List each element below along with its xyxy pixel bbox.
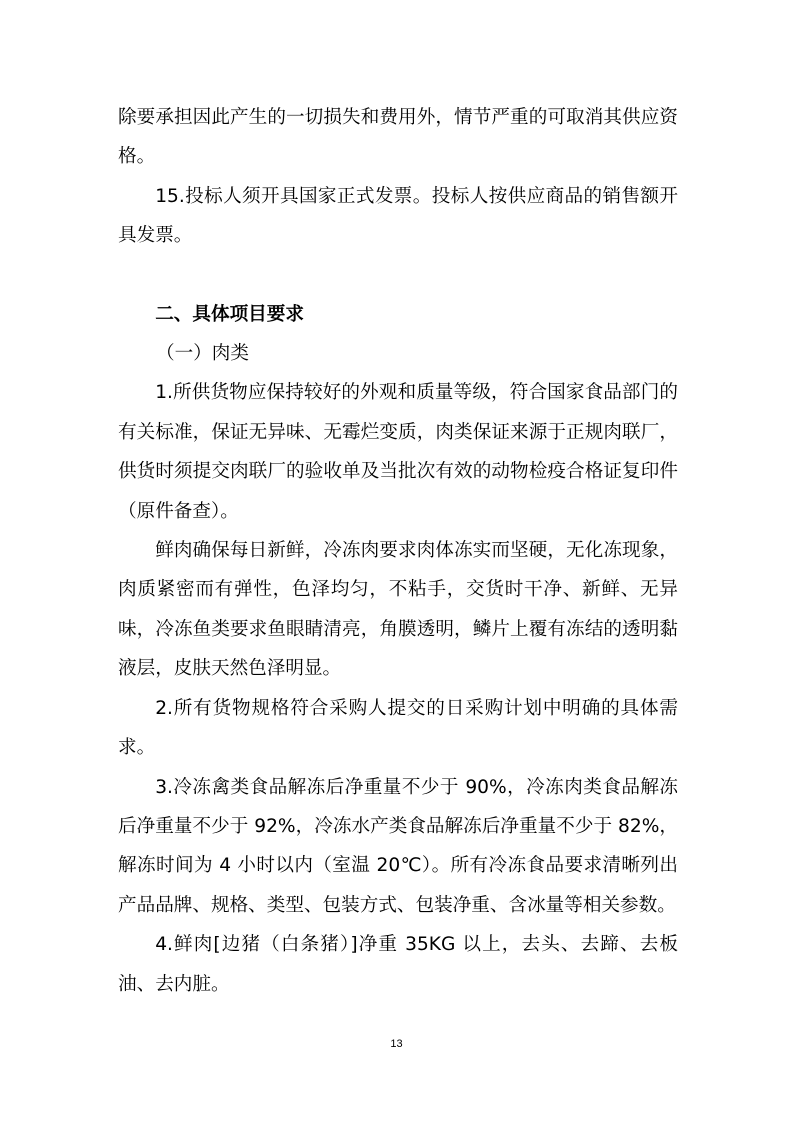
paragraph-continued: 除要承担因此产生的一切损失和费用外，情节严重的可取消其供应资格。 (118, 107, 678, 168)
paragraph-item-3: 3.冷冻禽类食品解冻后净重量不少于 90%，冷冻肉类食品解冻后净重量不少于 92%，冷冻水产类食品解冻后净重量不少于 82%，解冻时间为 4 小时以内（室温 20℃）。所有冷冻食品要求清晰列出产品品牌、规格、类型、包装方式、包装净重、含冰量等相关参数。 (118, 776, 678, 916)
paragraph-item-1: 1.所供货物应保持较好的外观和质量等级，符合国家食品部门的有关标准，保证无异味、无霉烂变质，肉类保证来源于正规肉联厂，供货时须提交肉联厂的验收单及当批次有效的动物检疫合格证复印件（原件备查）。 (118, 382, 678, 522)
page-number: 13 (390, 1038, 403, 1050)
paragraph-item-4: 4.鲜肉[边猪（白条猪）]净重 35KG 以上，去头、去蹄、去板油、去内脏。 (118, 934, 678, 995)
paragraph-item-2: 2.所有货物规格符合采购人提交的日采购计划中明确的具体需求。 (118, 697, 678, 759)
subsection-title: （一）肉类 (156, 343, 249, 365)
document-body (118, 98, 678, 1004)
paragraph-item-15: 15.投标人须开具国家正式发票。投标人按供应商品的销售额开具发票。 (118, 185, 678, 247)
paragraph-fresh-meat: 鲜肉确保每日新鲜，冷冻肉要求肉体冻实而坚硬，无化冻现象，肉质紧密而有弹性，色泽均匀，不粘手，交货时干净、新鲜、无异味，冷冻鱼类要求鱼眼睛清亮，角膜透明，鳞片上覆有冻结的透明黏液层，皮肤天然色泽明显。 (118, 540, 678, 680)
section-title: 二、具体项目要求 (155, 303, 304, 325)
